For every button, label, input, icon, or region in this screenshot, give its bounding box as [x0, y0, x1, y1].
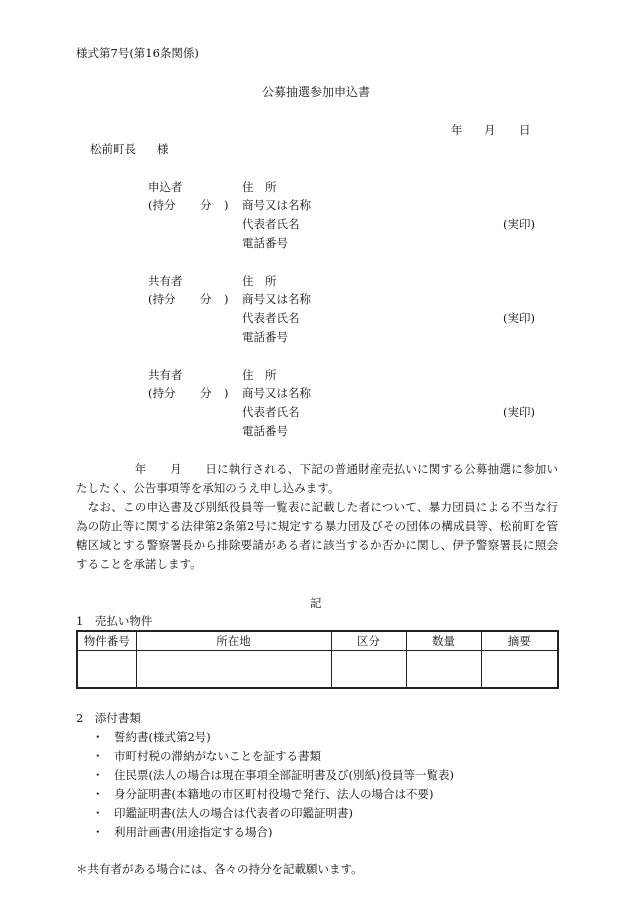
field-representative: 代表者氏名 [242, 405, 300, 419]
bullet-icon: ・ [92, 806, 104, 820]
field-phone: 電話番号 [242, 424, 288, 438]
section-title-properties: 1 売払い物件 [76, 614, 153, 628]
bullet-icon: ・ [92, 787, 104, 801]
section-title-attachments: 2 添付書類 [76, 711, 141, 725]
cell-remarks[interactable] [481, 651, 558, 689]
share-open: (持分 [148, 386, 176, 400]
header-property-number: 物件番号 [77, 631, 136, 651]
field-representative: 代表者氏名 [242, 311, 300, 325]
list-item [92, 747, 454, 766]
list-item [92, 804, 454, 823]
attachment-label: 印鑑証明書(法人の場合は代表者の印鑑証明書) [114, 806, 353, 820]
share-open: (持分 [148, 198, 176, 212]
ki-heading: 記 [310, 596, 322, 610]
cell-quantity[interactable] [406, 651, 481, 689]
role-label: 共有者 [148, 368, 183, 382]
honorific: 様 [157, 142, 169, 156]
field-address: 住 所 [242, 180, 277, 194]
field-company-name: 商号又は名称 [242, 198, 311, 212]
header-category: 区分 [331, 631, 406, 651]
application-statement: 年 月 日に執行される、下記の普通財産売払いに関する公募抽選に参加いたしたく、公告事項等を承知のうえ申し込みます。 [76, 462, 558, 495]
list-item [92, 785, 454, 804]
bullet-icon: ・ [92, 768, 104, 782]
list-item [92, 823, 454, 842]
header-location: 所在地 [136, 631, 331, 651]
bullet-icon: ・ [92, 825, 104, 839]
attachment-list [92, 728, 454, 842]
cell-category[interactable] [331, 651, 406, 689]
role-label: 共有者 [148, 274, 183, 288]
date-month-label: 月 [484, 123, 496, 137]
share-unit: 分 [200, 292, 212, 306]
field-company-name: 商号又は名称 [242, 386, 311, 400]
attachment-label: 住民票(法人の場合は現在事項全部証明書及び(別紙)役員等一覧表) [114, 768, 454, 782]
seal-label: (実印) [503, 217, 535, 231]
seal-label: (実印) [503, 405, 535, 419]
table-header-row [77, 631, 558, 651]
consent-statement: なお、この申込書及び別紙役員等一覧表に記載した者について、暴力団員による不当な行為の防止等に関する法律第2条第2号に規定する暴力団及びその団体の構成員等、松前町を管轄区域とする警察署長から排除要請がある者に該当するか否かに関し、伊予警察署長に照会することを承諾します。 [76, 500, 558, 571]
page-title: 公募抽選参加申込書 [262, 85, 371, 99]
field-phone: 電話番号 [242, 330, 288, 344]
share-open: (持分 [148, 292, 176, 306]
field-company-name: 商号又は名称 [242, 292, 311, 306]
property-table [76, 630, 559, 689]
list-item [92, 766, 454, 785]
bullet-icon: ・ [92, 749, 104, 763]
attachment-label: 市町村税の滞納がないことを証する書類 [114, 749, 321, 763]
date-day-label: 日 [519, 123, 531, 137]
field-representative: 代表者氏名 [242, 217, 300, 231]
date-year-label: 年 [451, 123, 463, 137]
table-row [77, 651, 558, 689]
share-unit: 分 [200, 386, 212, 400]
field-address: 住 所 [242, 274, 277, 288]
seal-label: (実印) [503, 311, 535, 325]
bullet-icon: ・ [92, 730, 104, 744]
field-address: 住 所 [242, 368, 277, 382]
attachment-label: 誓約書(様式第2号) [114, 730, 211, 744]
share-unit: 分 [200, 198, 212, 212]
share-close: ) [224, 386, 229, 400]
footnote: ＊共有者がある場合には、各々の持分を記載願います。 [76, 862, 363, 876]
attachment-label: 身分証明書(本籍地の市区町村役場で発行、法人の場合は不要) [114, 787, 434, 801]
cell-property-number[interactable] [77, 651, 136, 689]
cell-location[interactable] [136, 651, 331, 689]
attachment-label: 利用計画書(用途指定する場合) [114, 825, 273, 839]
addressee: 松前町長 [90, 142, 136, 156]
field-phone: 電話番号 [242, 236, 288, 250]
share-close: ) [224, 292, 229, 306]
role-label: 申込者 [148, 180, 183, 194]
share-close: ) [224, 198, 229, 212]
header-remarks: 摘要 [481, 631, 558, 651]
list-item [92, 728, 454, 747]
header-quantity: 数量 [406, 631, 481, 651]
form-number: 様式第7号(第16条関係) [76, 46, 199, 60]
